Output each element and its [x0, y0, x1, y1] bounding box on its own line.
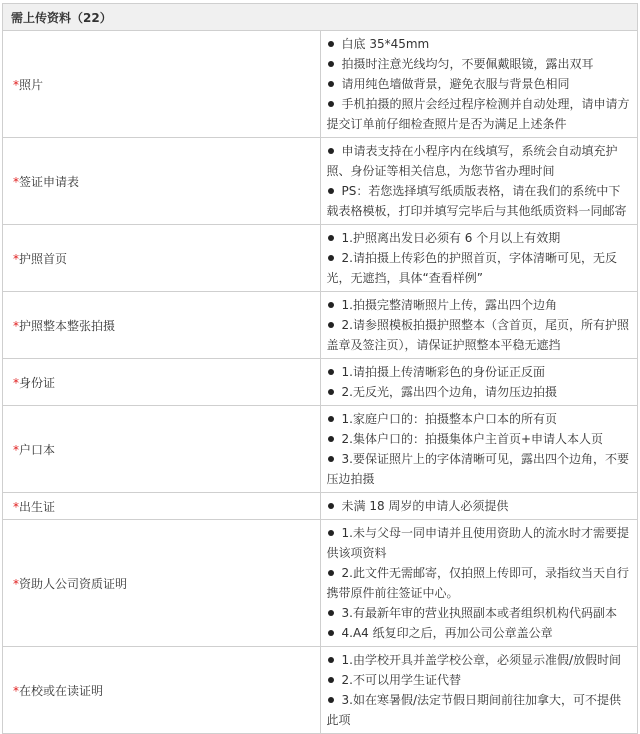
bullet-icon: [328, 456, 334, 462]
required-asterisk: *: [13, 683, 19, 698]
list-item-text: 2.此文件无需邮寄，仅拍照上传即可，录指纹当天自行携带原件前往签证中心。: [326, 566, 629, 600]
list-item-text: 3.要保证照片上的字体清晰可见，露出四个边角，不要压边拍摄: [326, 452, 629, 486]
requirement-label-cell: [3, 406, 321, 493]
list-item-text: 2.集体户口的：拍摄集体户主首页+申请人本人页: [341, 432, 604, 446]
requirement-label-cell: [3, 31, 321, 138]
requirement-label-cell: [3, 647, 321, 734]
table-row: [3, 31, 638, 138]
bullet-icon: [328, 436, 334, 442]
bullet-icon: [328, 148, 334, 154]
requirement-label-cell: [3, 138, 321, 225]
requirement-label-cell: [3, 520, 321, 647]
requirement-details-cell: [320, 292, 638, 359]
required-asterisk: *: [13, 251, 19, 266]
list-item-text: 4.A4 纸复印之后，再加公司公章盖公章: [341, 626, 553, 640]
requirement-label: 签证申请表: [19, 174, 80, 189]
list-item: [327, 690, 632, 730]
bullet-icon: [328, 630, 334, 636]
bullet-icon: [328, 188, 334, 194]
table-row: [3, 493, 638, 520]
bullet-icon: [328, 302, 334, 308]
requirement-label: 户口本: [19, 442, 56, 457]
list-item: [327, 315, 632, 355]
requirement-label-cell: [3, 359, 321, 406]
list-item-text: 2.不可以用学生证代替: [341, 673, 461, 687]
requirement-label: 出生证: [19, 499, 56, 514]
bullet-icon: [328, 610, 334, 616]
requirement-details-cell: [320, 493, 638, 520]
table-row: [3, 359, 638, 406]
bullet-icon: [328, 81, 334, 87]
list-item-text: 2.请拍摄上传彩色的护照首页，字体清晰可见，无反光，无遮挡，具体“查看样例”: [326, 251, 617, 285]
required-asterisk: *: [13, 576, 19, 591]
bullet-icon: [328, 416, 334, 422]
requirement-label: 护照首页: [19, 251, 68, 266]
list-item-text: 拍摄时注意光线均匀，不要佩戴眼镜，露出双耳: [341, 57, 594, 71]
list-item-text: 白底 35*45mm: [341, 37, 430, 51]
list-item-text: 未满 18 周岁的申请人必须提供: [341, 499, 509, 513]
bullet-icon: [328, 697, 334, 703]
bullet-icon: [328, 530, 334, 536]
list-item-text: 1.拍摄完整清晰照片上传，露出四个边角: [341, 298, 557, 312]
list-item: [327, 670, 632, 690]
list-item: [327, 181, 632, 221]
requirement-label-cell: [3, 292, 321, 359]
list-item-text: 请用纯色墙做背景，避免衣服与背景色相同: [341, 77, 570, 91]
table-row: [3, 647, 638, 734]
bullet-icon: [328, 369, 334, 375]
list-item: [327, 429, 632, 449]
bullet-icon: [328, 255, 334, 261]
bullet-icon: [328, 570, 334, 576]
required-asterisk: *: [13, 375, 19, 390]
table-row: [3, 520, 638, 647]
required-asterisk: *: [13, 174, 19, 189]
section-title: 需上传资料（22）: [3, 4, 638, 31]
list-item-text: 2.请参照模板拍摄护照整本（含首页，尾页，所有护照盖章及签注页），请保证护照整本平稳无遮挡: [326, 318, 629, 352]
list-item: [327, 74, 632, 94]
list-item: [327, 623, 632, 643]
requirement-details-cell: [320, 647, 638, 734]
required-asterisk: *: [13, 318, 19, 333]
bullet-icon: [328, 677, 334, 683]
requirement-details-cell: [320, 359, 638, 406]
list-item: [327, 362, 632, 382]
list-item: [327, 603, 632, 623]
list-item: [327, 54, 632, 74]
list-item: [327, 228, 632, 248]
bullet-icon: [328, 657, 334, 663]
header-row: [3, 4, 638, 31]
list-item: [327, 523, 632, 563]
table-row: [3, 225, 638, 292]
list-item-text: 1.未与父母一同申请并且使用资助人的流水时才需要提供该项资料: [326, 526, 629, 560]
table-row: [3, 406, 638, 493]
requirement-details-cell: [320, 138, 638, 225]
requirement-details-cell: [320, 406, 638, 493]
requirement-label: 身份证: [19, 375, 56, 390]
list-item: [327, 382, 632, 402]
list-item: [327, 449, 632, 489]
requirement-details-cell: [320, 225, 638, 292]
bullet-icon: [328, 503, 334, 509]
list-item-text: 申请表支持在小程序内在线填写，系统会自动填充护照、身份证等相关信息，为您节省办理时间: [326, 144, 618, 178]
list-item: [327, 496, 632, 516]
bullet-icon: [328, 235, 334, 241]
list-item-text: 1.家庭户口的：拍摄整本户口本的所有页: [341, 412, 557, 426]
requirement-details-cell: [320, 520, 638, 647]
list-item-text: PS：若您选择填写纸质版表格，请在我们的系统中下载表格模板，打印并填写完毕后与其他纸质资料一同邮寄: [326, 184, 627, 218]
requirement-label: 护照整本整张拍摄: [19, 318, 116, 333]
list-item-text: 3.有最新年审的营业执照副本或者组织机构代码副本: [341, 606, 617, 620]
list-item-text: 3.如在寒暑假/法定节假日期间前往加拿大，可不提供此项: [326, 693, 621, 727]
required-asterisk: *: [13, 499, 19, 514]
list-item: [327, 650, 632, 670]
bullet-icon: [328, 61, 334, 67]
list-item-text: 手机拍摄的照片会经过程序检测并自动处理，请申请方提交订单前仔细检查照片是否为满足上述条件: [326, 97, 630, 131]
list-item: [327, 409, 632, 429]
requirement-label-cell: [3, 493, 321, 520]
requirement-label: 资助人公司资质证明: [19, 576, 128, 591]
list-item-text: 1.由学校开具并盖学校公章，必须显示准假/放假时间: [341, 653, 621, 667]
required-asterisk: *: [13, 77, 19, 92]
requirement-label: 照片: [19, 77, 44, 92]
bullet-icon: [328, 322, 334, 328]
requirement-label-cell: [3, 225, 321, 292]
table-row: [3, 292, 638, 359]
requirements-panel: [2, 3, 638, 734]
list-item: [327, 295, 632, 315]
list-item-text: 1.护照离出发日必须有 6 个月以上有效期: [341, 231, 561, 245]
list-item: [327, 563, 632, 603]
list-item: [327, 248, 632, 288]
requirement-details-cell: [320, 31, 638, 138]
bullet-icon: [328, 41, 334, 47]
list-item-text: 1.请拍摄上传清晰彩色的身份证正反面: [341, 365, 545, 379]
list-item-text: 2.无反光，露出四个边角，请勿压边拍摄: [341, 385, 557, 399]
table-row: [3, 138, 638, 225]
required-asterisk: *: [13, 442, 19, 457]
list-item: [327, 94, 632, 134]
requirement-label: 在校或在读证明: [19, 683, 104, 698]
list-item: [327, 34, 632, 54]
requirements-table: [2, 3, 638, 734]
list-item: [327, 141, 632, 181]
bullet-icon: [328, 389, 334, 395]
bullet-icon: [328, 101, 334, 107]
